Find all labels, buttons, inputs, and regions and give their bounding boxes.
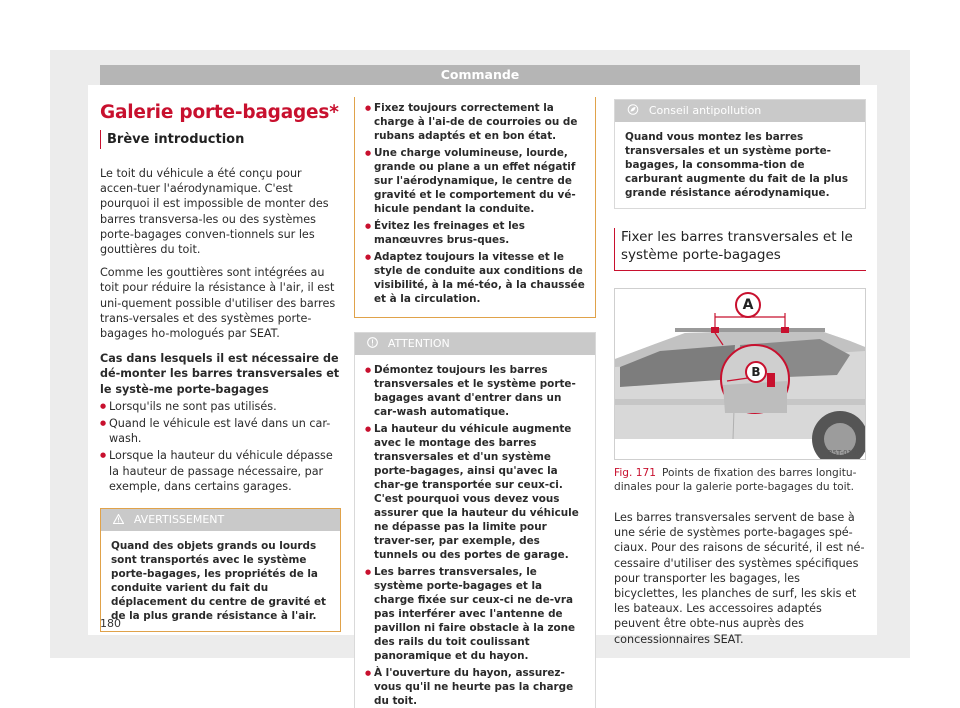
- callout-b: B: [745, 361, 767, 383]
- middle-column: [354, 85, 596, 708]
- list-item: ● Lorsque la hauteur du véhicule dépasse la hauteur de passage nécessaire, par exemple, dans certains garages.: [100, 448, 341, 494]
- list-item: ● Lorsqu'ils ne sont pas utilisés.: [100, 399, 341, 414]
- figure-caption-text: Points de fixation des barres longitu-dinales pour la galerie porte-bagages du toit.: [614, 467, 857, 493]
- page-title: Galerie porte-bagages*: [100, 102, 339, 123]
- section-header: Commande: [100, 65, 860, 85]
- warning-continued-box: [354, 97, 596, 318]
- eco-tip-header: [615, 100, 865, 122]
- warning-text: Quand des objets grands ou lourds sont transportés avec le système porte-bagages, les propriétés de la conduite varient du fait du déplacement du centre de gravité et de la plus grande résistance à l'air.: [111, 540, 327, 623]
- attention-box: [354, 332, 596, 708]
- eco-tip-label: Conseil antipollution: [648, 104, 762, 117]
- page-sheet: [88, 85, 877, 707]
- section-subtitle: Brève introduction: [100, 130, 341, 149]
- section-title: Fixer les barres transversales et le système porte-bagages: [614, 228, 866, 271]
- list-item: ● Démontez toujours les barres transversales et le système porte-bagages avant d'entrer dans un car-wash automatique.: [365, 363, 585, 419]
- attention-header: [355, 333, 595, 355]
- warning-triangle-icon: [113, 513, 128, 526]
- right-column: [614, 85, 866, 647]
- warning-header: [101, 509, 340, 531]
- callout-a: A: [735, 292, 761, 318]
- figure-code: B5T-0186: [827, 449, 861, 457]
- attention-list: [355, 355, 595, 708]
- list-item: ● Une charge volumineuse, lourde, grande ou plane a un effet négatif sur l'aérodynamique, le centre de gravité et le comportement du vé-hicule pendant la conduite.: [365, 146, 585, 216]
- list-item: ● Adaptez toujours la vitesse et le style de conduite aux conditions de visibilité, à la mé-téo, à la chaussée et à la circulation.: [365, 250, 585, 306]
- figure-label: Fig. 171: [614, 467, 656, 479]
- bars-paragraph: Les barres transversales servent de base à une série de systèmes porte-bagages spé-ciaux. Pour des raisons de sécurité, il est né-cessaire d'utiliser des systèmes spécifiques pour transporter les bagages, les bicyclettes, les planches de surf, les skis et les bateaux. Les accessoires adaptés peuvent être obte-nus auprès des concessionnaires SEAT.: [614, 511, 865, 646]
- list-item: ● Évitez les freinages et les manœuvres brus-ques.: [365, 219, 585, 247]
- second-paragraph: Comme les gouttières sont intégrées au toit pour réduire la résistance à l'air, il est uni-quement possible d'utiliser des barres trans-versales et des systèmes porte-bagages ho-mologués par SEAT.: [100, 266, 336, 341]
- left-column: [100, 85, 341, 632]
- page-number: 180: [100, 617, 121, 630]
- eco-tip-box: [614, 99, 866, 209]
- warning-label: AVERTISSEMENT: [133, 513, 225, 527]
- list-item: ● Les barres transversales, le système porte-bagages et la charge fixée sur ceux-ci ne de-vra pas interférer avec l'antenne de pavillon ni faire obstacle à la zone des rails du toit coulissant panoramique et du hayon.: [365, 565, 585, 663]
- warning-continued-list: [355, 97, 595, 317]
- list-item: ● Fixez toujours correctement la charge à l'ai-de de courroies ou de rubans adaptés et en bon état.: [365, 101, 585, 143]
- attention-label: ATTENTION: [387, 337, 450, 350]
- cases-heading: Cas dans lesquels il est nécessaire de dé-monter les barres transversales et le systè-me porte-bagages: [100, 352, 340, 396]
- eco-tip-text: Quand vous montez les barres transversales et un système porte-bagages, la consomma-tion de carburant augmente du fait de la plus grande résistance aérodynamique.: [625, 131, 849, 199]
- list-item: ● Quand le véhicule est lavé dans un car-wash.: [100, 416, 341, 446]
- info-circle-icon: [367, 337, 382, 350]
- list-item: ● La hauteur du véhicule augmente avec le montage des barres transversales et d'un système porte-bagages, ainsi qu'avec la char-ge transportée sur ceux-ci. C'est pourquoi vous devez vous assurer que la hauteur du véhicule ne dépasse pas la limite pour traver-ser, par exemple, des tunnels ou des portes de garage.: [365, 422, 585, 562]
- intro-paragraph: Le toit du véhicule a été conçu pour accen-tuer l'aérodynamique. C'est pourquoi il est impossible de monter des barres transversa-les ou des systèmes porte-bagages conven-tionnels sur les gouttières du toit.: [100, 167, 329, 257]
- figure-caption: [614, 466, 866, 494]
- list-item: ● À l'ouverture du hayon, assurez-vous qu'il ne heurte pas la charge du toit.: [365, 666, 585, 708]
- leaf-icon: [627, 104, 643, 117]
- warning-box: [100, 508, 341, 632]
- roof-rail-figure: [614, 288, 866, 460]
